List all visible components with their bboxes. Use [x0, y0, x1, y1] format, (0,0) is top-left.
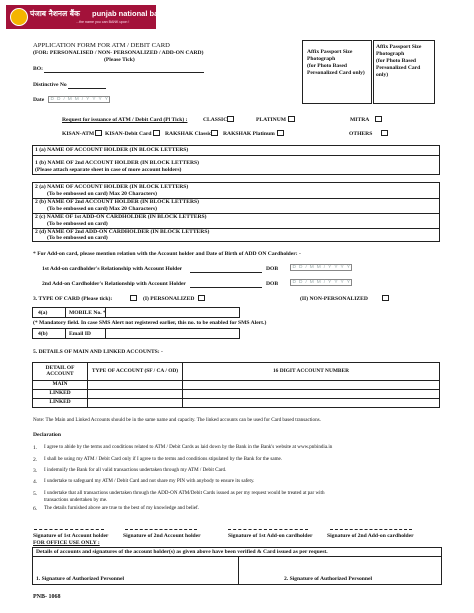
label-4a: 4(a): [38, 310, 48, 316]
office-verified-text: Details of accounts and signatures of the account holder(s) as given above have been verified & Card issued as per request.: [36, 549, 328, 555]
checkbox-classic[interactable]: [227, 116, 234, 122]
checkbox-non-personalized[interactable]: [382, 295, 389, 301]
field-2d-label: 2 (d) NAME OF 2nd ADD-ON CARDHOLDER (IN BLOCK LETTERS): [35, 229, 210, 235]
checkbox-mitra[interactable]: [375, 116, 382, 122]
field-2d-note: (To be embossed on card): [47, 235, 108, 241]
declaration-number: 2.: [33, 457, 38, 463]
option-classic: CLASSIC: [203, 117, 228, 123]
checkbox-rakshak-classic[interactable]: [211, 130, 218, 136]
bank-logo-banner: [6, 5, 168, 29]
office-use-label: FOR OFFICE USE ONLY :: [33, 540, 100, 546]
declaration-number: 3.: [33, 468, 38, 474]
date-digit: D: [56, 97, 61, 102]
option-personalized: (I) PERSONALIZED: [143, 296, 195, 302]
field-2c-note: (To be embossed on card): [47, 221, 108, 227]
option-kisan-debit: KISAN-Debit Card: [105, 131, 152, 137]
option-kisan-atm: KISAN-ATM: [62, 131, 95, 137]
photo-text: (for Photo Based: [307, 63, 347, 69]
section-1-box: [32, 145, 440, 175]
type-of-card-label: 3. TYPE OF CARD (Please tick):: [33, 296, 113, 302]
date-field[interactable]: [48, 96, 110, 103]
declaration-number: 6.: [33, 506, 38, 512]
accounts-table: [32, 362, 440, 408]
bo-label: BO:: [33, 66, 43, 72]
addon-second-relation-field[interactable]: [190, 287, 262, 288]
distinctive-field[interactable]: [68, 88, 106, 89]
date-sep: /: [81, 97, 84, 102]
checkbox-rakshak-platinum[interactable]: [277, 130, 284, 136]
section-2-box: [32, 182, 440, 242]
addon-first-relation-field[interactable]: [190, 272, 262, 273]
field-2c-label: 2 (c) NAME OF 1st ADD-ON CARDHOLDER (IN BLOCK LETTERS): [35, 214, 207, 220]
distinctive-label: Distinctive No: [33, 82, 67, 88]
header-detail: DETAIL OF ACCOUNT: [33, 363, 88, 381]
addon-first-dob-label: DOB: [266, 266, 279, 272]
declaration-item: transactions undertaken by me.: [44, 497, 108, 503]
mobile-mandatory-note: (* Mandatory field. In case SMS Alert not registered earlier, this no. to be enabled for SMS Alert.): [33, 320, 267, 326]
table-row: [33, 390, 440, 399]
type-cell[interactable]: [88, 390, 183, 399]
photo-text: only): [376, 72, 389, 78]
date-digit: D: [50, 97, 54, 102]
number-cell[interactable]: [183, 381, 440, 390]
checkbox-type-blank[interactable]: [130, 295, 137, 301]
authorized-signature-1: 1. Signature of Authorized Personnel: [36, 576, 124, 582]
declaration-item: I indemnify the Bank for all valid transactions undertaken through my ATM / Debit Card.: [44, 467, 227, 473]
declaration-item: The details furnished above are true to the best of my knowledge and belief.: [44, 505, 200, 511]
checkbox-others[interactable]: [381, 130, 388, 136]
field-2b-note: (To be embossed on card) Max 20 Characters): [47, 206, 157, 212]
photo-box-2[interactable]: [373, 40, 435, 104]
type-cell[interactable]: [88, 399, 183, 408]
form-code: PNB- 1068: [33, 594, 61, 600]
checkbox-kisan-atm[interactable]: [95, 130, 102, 136]
addon-first-label: 1st Add-on cardholder's Relationship with Account Holder: [42, 266, 183, 272]
email-row: [32, 328, 240, 339]
photo-text: (for Photo Based: [376, 58, 416, 64]
field-2a-label: 2 (a) NAME OF ACCOUNT HOLDER (IN BLOCK LETTERS): [35, 184, 189, 190]
declaration-number: 5.: [33, 491, 38, 497]
date-digit: Y: [104, 97, 108, 102]
row-label: MAIN: [33, 381, 88, 390]
field-1b-label: 1 (b) NAME OF 2nd ACCOUNT HOLDER (IN BLOCK LETTERS): [35, 160, 199, 166]
date-digit: Y: [98, 97, 102, 102]
row-label: LINKED: [33, 390, 88, 399]
declaration-number: 1.: [33, 445, 38, 451]
date-digit: Y: [86, 97, 90, 102]
table-row: [33, 399, 440, 408]
photo-text: Personalized Card: [376, 65, 421, 71]
signature-line-4[interactable]: [330, 529, 412, 530]
date-label: Date: [33, 97, 45, 103]
declaration-item: I undertake to safeguard my ATM / Debit Card and not share my PIN with anybody to ensure its safety.: [44, 478, 255, 484]
section-5-label: 5. DETAILS OF MAIN AND LINKED ACCOUNTS: -: [33, 349, 163, 355]
please-tick-note: (Please Tick): [104, 57, 135, 63]
addon-note: * For Add-on card, please mention relation with the Account holder and Date of Birth of ADD ON Cardholder: -: [33, 251, 301, 257]
signature-label-1: Signature of 1st Account holder: [33, 533, 109, 539]
email-input[interactable]: [105, 329, 241, 338]
checkbox-personalized[interactable]: [198, 295, 205, 301]
email-label: Email ID: [69, 331, 91, 337]
photo-text: Photograph: [376, 51, 405, 57]
field-1b-note: (Please attach separate sheet in case of more account holders): [35, 167, 182, 173]
row-label: LINKED: [33, 399, 88, 408]
header-account-number: 16 DIGIT ACCOUNT NUMBER: [183, 363, 440, 381]
date-digit: M: [67, 97, 72, 102]
declaration-title: Declaration: [33, 432, 61, 438]
date-digit: M: [74, 97, 79, 102]
photo-text: Photograph: [307, 56, 336, 62]
declaration-item: I undertake that all transactions undertaken through the ADD-ON ATM/Debit Cards issued as per my request would be treated at par with: [44, 490, 325, 496]
option-platinum: PLATINUM: [256, 117, 287, 123]
declaration-item: I shall be using my ATM / Debit Card only if I agree to the terms and conditions stipulated by the Bank for the same.: [44, 456, 283, 462]
signature-label-4: Signature of 2nd Add-on cardholder: [327, 533, 414, 539]
mobile-label: MOBILE No. *: [69, 310, 106, 316]
bank-name-english: punjab national bank: [92, 9, 168, 18]
checkbox-platinum[interactable]: [288, 116, 295, 122]
option-rakshak-platinum: RAKSHAK Platinum: [223, 131, 275, 137]
photo-text: Affix Passport Size: [307, 49, 353, 55]
declaration-number: 4.: [33, 479, 38, 485]
addon-second-dob-label: DOB: [266, 281, 279, 287]
field-1a-label: 1 (a) NAME OF ACCOUNT HOLDER (IN BLOCK LETTERS): [35, 147, 189, 153]
addon-first-dob-field[interactable]: D D / M M / Y Y Y Y: [290, 264, 352, 271]
option-mitra: MITRA: [350, 117, 370, 123]
option-non-personalized: (II) NON-PERSONALIZED: [300, 296, 368, 302]
label-4b: 4(b): [38, 331, 48, 337]
photo-text: Affix Passport Size: [376, 44, 422, 50]
signature-line-3[interactable]: [228, 529, 308, 530]
accounts-note: Note: The Main and Linked Accounts should be in the same name and capacity. The linked accounts can be used for Card based transactions.: [33, 417, 321, 423]
signature-line-1[interactable]: [34, 529, 104, 530]
addon-second-label: 2nd Add-on Cardholder's Relationship with Account Holder: [42, 281, 186, 287]
checkbox-kisan-debit[interactable]: [153, 130, 160, 136]
signature-line-2[interactable]: [125, 529, 197, 530]
header-type: TYPE OF ACCOUNT (SF / CA / OD): [88, 363, 183, 381]
signature-label-3: Signature of 1st Add-on cardholder: [228, 533, 313, 539]
addon-second-dob-field[interactable]: D D / M M / Y Y Y Y: [290, 279, 352, 286]
type-cell[interactable]: [88, 381, 183, 390]
table-row: [33, 381, 440, 390]
number-cell[interactable]: [183, 399, 440, 408]
bank-name-hindi: पंजाब नैशनल बैंक: [30, 9, 80, 18]
date-digit: Y: [92, 97, 96, 102]
authorized-signature-2: 2. Signature of Authorized Personnel: [284, 576, 372, 582]
number-cell[interactable]: [183, 390, 440, 399]
bo-field[interactable]: [44, 72, 204, 73]
photo-text: Personalized Card only): [307, 70, 365, 76]
card-request-label: Request for issuance of ATM / Debit Card (Pl Tick) :: [62, 117, 188, 123]
option-others: OTHERS: [349, 131, 373, 137]
pnb-emblem-icon: [10, 8, 28, 26]
mobile-row: [32, 307, 240, 318]
option-rakshak-classic: RAKSHAK Classic: [165, 131, 212, 137]
mobile-input[interactable]: [105, 308, 241, 317]
office-use-box: [32, 547, 442, 585]
field-2a-note: (To be embossed on card) Max 20 Characters): [47, 191, 157, 197]
signature-label-2: Signature of 2nd Account holder: [123, 533, 201, 539]
form-subtitle: (FOR: PERSONALISED / NON- PERSONALIZED / ADD-ON CARD): [33, 50, 204, 56]
declaration-item: I agree to abide by the terms and conditions related to ATM / Debit Cards as laid down by the Bank in the Bank's website at www.pnbindia.in: [44, 444, 333, 450]
bank-tagline: ...the name you can BANK upon !: [76, 20, 130, 24]
field-2b-label: 2 (b) NAME OF 2nd ACCOUNT HOLDER (IN BLOCK LETTERS): [35, 199, 199, 205]
photo-box-1[interactable]: [302, 40, 372, 104]
date-sep: /: [63, 97, 65, 102]
form-title: APPLICATION FORM FOR ATM / DEBIT CARD: [33, 42, 170, 49]
